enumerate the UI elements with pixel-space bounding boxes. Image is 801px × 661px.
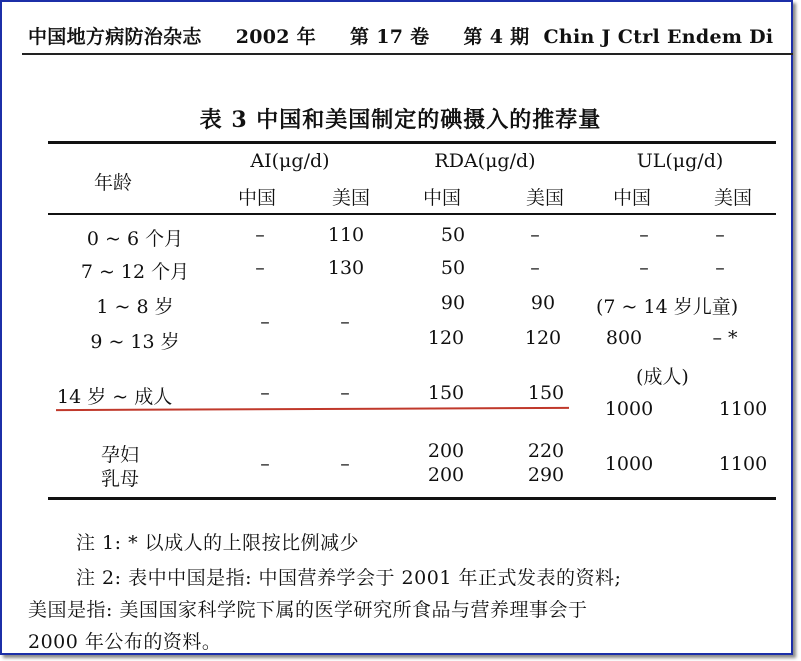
ul-children-china: 800 [605, 327, 643, 349]
row6-ul-usa: 1100 [718, 453, 768, 475]
header-rda: RDA(μg/d) [434, 150, 536, 172]
table-top-rule [48, 141, 776, 144]
row2-rda-usa: – [530, 257, 540, 279]
row4-rda-china: 120 [427, 327, 465, 349]
header-ai: AI(μg/d) [250, 150, 330, 172]
header-ul: UL(μg/d) [636, 150, 724, 172]
row1-ul-china: – [639, 224, 649, 246]
header-rda-usa: 美国 [525, 187, 564, 209]
header-rule [22, 53, 793, 55]
table-caption: 表 3 中国和美国制定的碘摄入的推荐量 [199, 107, 602, 133]
journal-volume: 第 17 卷 [350, 26, 430, 48]
row1-ai-china: – [255, 224, 265, 246]
row2-ul-usa: – [715, 257, 725, 279]
row5-ai-china: – [260, 382, 270, 404]
row5-ai-usa: – [340, 382, 350, 404]
note-1: 注 1: * 以成人的上限按比例减少 [76, 532, 360, 554]
row1-ai-usa: 110 [327, 224, 365, 246]
row4-age: 9 ~ 13 岁 [90, 331, 180, 353]
row6-rda-usa-pregnant: 220 [527, 440, 565, 462]
running-head [28, 22, 773, 49]
header-age: 年龄 [94, 172, 133, 194]
header-ai-usa: 美国 [331, 187, 370, 209]
journal-year: 2002 年 [235, 26, 316, 48]
table-sub-rule [48, 213, 776, 215]
row4-rda-usa: 120 [524, 327, 562, 349]
row2-rda-china: 50 [440, 257, 466, 279]
row5-rda-usa: 150 [527, 382, 565, 404]
row1-rda-usa: – [530, 224, 540, 246]
row6-rda-china-lactating: 200 [427, 464, 465, 486]
row6-ai-usa: – [340, 453, 350, 475]
table-bottom-rule [48, 497, 776, 500]
ul-adult-usa: 1100 [718, 398, 768, 420]
rows34-ai-usa: – [340, 311, 350, 333]
row1-age: 0 ~ 6 个月 [86, 228, 184, 250]
row1-ul-usa: – [715, 224, 725, 246]
ul-children-usa: – * [712, 327, 738, 349]
journal-name: 中国地方病防治杂志 [28, 26, 202, 48]
header-ai-china: 中国 [237, 187, 276, 209]
ul-adult-china: 1000 [604, 398, 654, 420]
journal-english: Chin J Ctrl Endem Di [543, 26, 774, 48]
row6-age-pregnant: 孕妇 [100, 444, 139, 466]
row1-rda-china: 50 [440, 224, 466, 246]
note-2-line-3: 2000 年公布的资料。 [28, 631, 222, 653]
row2-age: 7 ~ 12 个月 [80, 261, 190, 283]
row3-age: 1 ~ 8 岁 [96, 296, 174, 318]
note-2-line-1: 注 2: 表中中国是指: 中国营养学会于 2001 年正式发表的资料; [76, 567, 622, 589]
row5-age: 14 岁 ~ 成人 [57, 386, 173, 408]
ul-children-note: (7 ~ 14 岁儿童) [596, 296, 739, 318]
row2-ai-usa: 130 [327, 257, 365, 279]
rows34-ai-china: – [260, 311, 270, 333]
journal-issue: 第 4 期 [463, 26, 530, 48]
row6-rda-usa-lactating: 290 [527, 464, 565, 486]
row5-rda-china: 150 [427, 382, 465, 404]
ul-adult-note: (成人) [636, 366, 689, 388]
row6-ul-china: 1000 [604, 453, 654, 475]
row2-ai-china: – [255, 257, 265, 279]
row2-ul-china: – [639, 257, 649, 279]
header-ul-china: 中国 [612, 187, 651, 209]
row6-rda-china-pregnant: 200 [427, 440, 465, 462]
note-2-line-2: 美国是指: 美国国家科学院下属的医学研究所食品与营养理事会于 [28, 599, 588, 621]
row3-rda-china: 90 [440, 292, 466, 314]
header-ul-usa: 美国 [713, 187, 752, 209]
row3-rda-usa: 90 [530, 292, 556, 314]
row6-age-lactating: 乳母 [100, 468, 139, 490]
row6-ai-china: – [260, 453, 270, 475]
header-rda-china: 中国 [422, 187, 461, 209]
